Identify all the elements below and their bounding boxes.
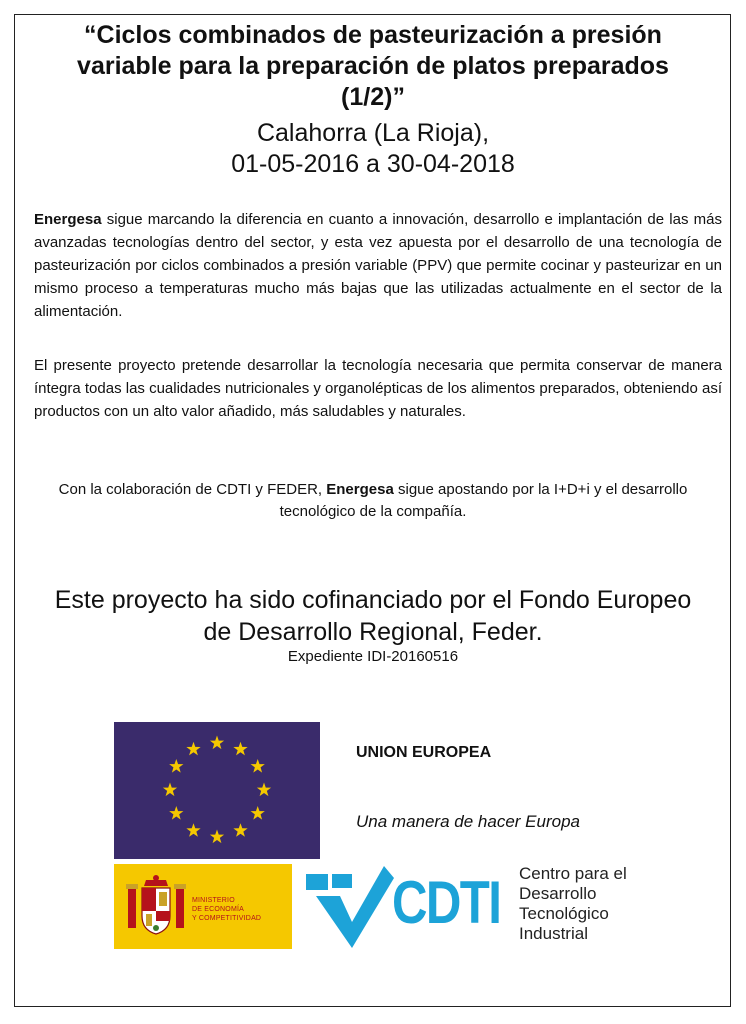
project-dates: 01-05-2016 a 30-04-2018 — [231, 150, 515, 178]
eu-motto: Una manera de hacer Europa — [356, 812, 580, 831]
description-paragraph-2: El presente proyecto pretende desarrollar la tecnología necesaria que permita conservar de manera íntegra todas las cualidades nutricionales y organolépticas de los alimentos preparados, obteniendo así productos con un alto valor añadido, más saludables y naturales. — [34, 357, 722, 420]
eu-star-icon — [251, 806, 265, 820]
project-title — [40, 20, 706, 113]
collaboration-before: Con la colaboración de CDTI y FEDER, — [58, 481, 327, 498]
cofinance-line-1: Este proyecto ha sido cofinanciado por el Fondo Europeo — [54, 586, 692, 614]
eu-flag-icon — [114, 722, 320, 859]
eu-star-icon — [186, 823, 200, 837]
cdti-line-2: Desarrollo — [519, 884, 597, 903]
eu-star-icon — [233, 823, 247, 837]
project-location: Calahorra (La Rioja), — [256, 119, 490, 147]
eu-star-icon — [169, 806, 183, 820]
eu-star-icon — [233, 742, 247, 756]
eu-star-icon — [257, 783, 271, 797]
ministerio-logo — [114, 864, 292, 949]
ministerio-line-2: DE ECONOMÍA — [192, 906, 244, 913]
eu-star-icon — [169, 759, 183, 773]
eu-star-icon — [251, 759, 265, 773]
eu-star-icon — [210, 830, 224, 844]
description-paragraph-1 — [34, 208, 722, 323]
collaboration-after: sigue apostando por la I+D+i y el desarrollo tecnológico de la compañía. — [279, 481, 688, 520]
cdti-line-3: Tecnológico — [519, 904, 609, 923]
cdti-full-name — [519, 864, 627, 944]
paragraph-1-text: sigue marcando la diferencia en cuanto a innovación, desarrollo e implantación de las más avanzadas tecnologías dentro del sector, y esta vez apuesta por el desarrollo de una tecnología de pasteurización por ciclos combinados a presión variable (PPV) que permite cocinar y pasteurizar en un mismo proceso a temperaturas mucho más bajas que las utilizadas actualmente en el sector de la alimentación. — [34, 211, 722, 320]
brand-name: Energesa — [326, 481, 394, 498]
eu-title: UNION EUROPEA — [356, 744, 492, 761]
cdti-line-1: Centro para el — [519, 864, 627, 883]
ministerio-name — [192, 896, 261, 923]
spain-coat-of-arms-icon — [126, 874, 186, 940]
cdti-logo: CDTI — [392, 869, 501, 936]
title-line-2: variable para la preparación de platos preparados — [77, 52, 669, 80]
cofinance-statement — [20, 584, 726, 648]
cofinance-line-2: de Desarrollo Regional, Feder. — [203, 618, 543, 646]
cdti-arrow-icon — [306, 866, 394, 948]
title-line-3: (1/2)” — [341, 83, 405, 111]
collaboration-note — [30, 479, 716, 523]
eu-stars — [114, 722, 320, 859]
brand-name: Energesa — [34, 211, 102, 228]
project-location-dates — [40, 118, 706, 180]
ministerio-line-1: MINISTERIO — [192, 897, 235, 904]
expediente-number: Expediente IDI-20160516 — [287, 648, 459, 665]
eu-star-icon — [186, 742, 200, 756]
eu-star-icon — [210, 736, 224, 750]
cdti-line-4: Industrial — [519, 924, 588, 943]
ministerio-line-3: Y COMPETITIVIDAD — [192, 915, 262, 922]
title-line-1: “Ciclos combinados de pasteurización a presión — [84, 21, 662, 49]
eu-star-icon — [163, 783, 177, 797]
